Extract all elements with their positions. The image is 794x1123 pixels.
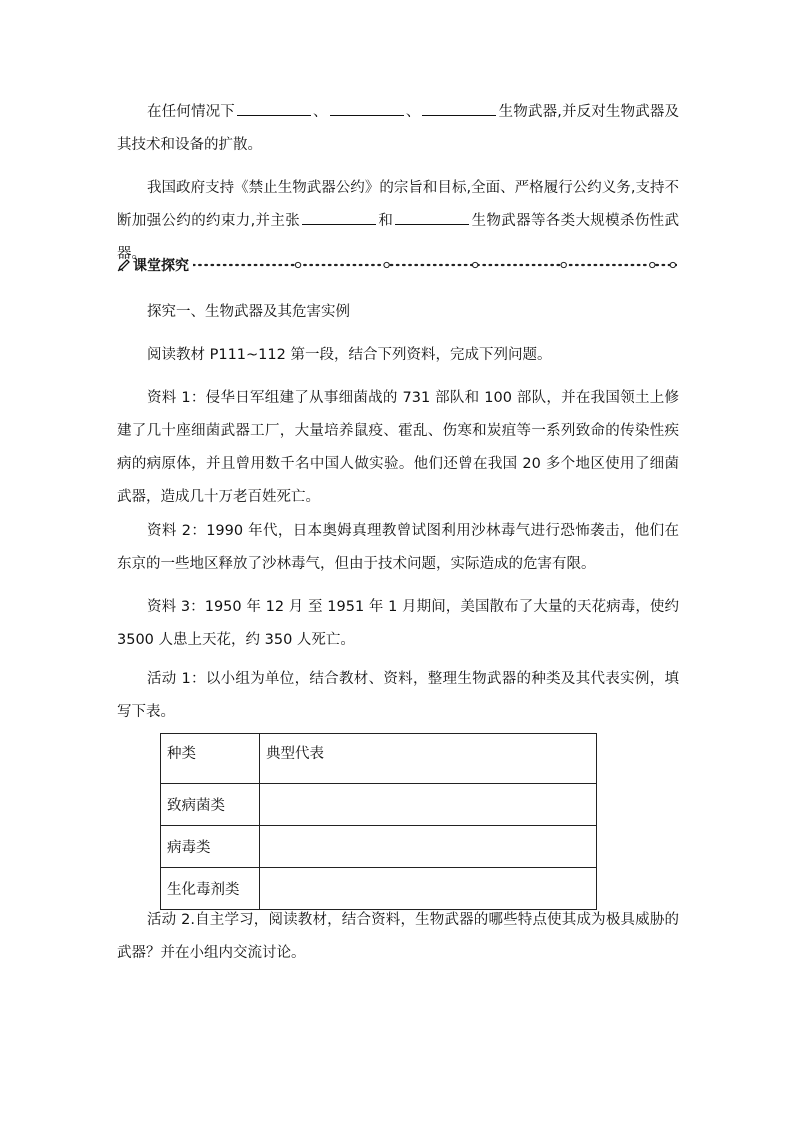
table-header-cell: 种类 bbox=[161, 734, 260, 784]
section-title: 课堂探究 bbox=[133, 258, 189, 274]
table-cell-category: 病毒类 bbox=[161, 826, 260, 868]
bioweapon-table bbox=[160, 733, 597, 910]
text-segment: 、 bbox=[405, 104, 421, 120]
table-row bbox=[161, 826, 597, 868]
pen-icon bbox=[117, 258, 131, 272]
activity-2: 活动 2.自主学习，阅读教材，结合资料，生物武器的哪些特点使其成为极具威胁的武器？并在小组内交流讨论。 bbox=[117, 912, 679, 961]
text-segment: 生物武器等各类大规模杀伤性武器。 bbox=[117, 213, 680, 262]
text-segment: 我国政府支持《禁止生物武器公约》的宗旨和目标,全面、严格履行公约义务,支持不断加强公约的约束力,并主张 bbox=[117, 180, 679, 229]
text-segment: 和 bbox=[378, 213, 394, 229]
inquiry-heading: 探究一、生物武器及其危害实例 bbox=[147, 304, 350, 320]
inquiry-instruction: 阅读教材 P111~112 第一段，结合下列资料，完成下列问题。 bbox=[147, 347, 552, 363]
fill-blank[interactable] bbox=[302, 210, 376, 225]
fill-blank[interactable] bbox=[395, 210, 469, 225]
material-1: 资料 1：侵华日军组建了从事细菌战的 731 部队和 100 部队，并在我国领土上修建了几十座细菌武器工厂，大量培养鼠疫、霍乱、伤寒和炭疽等一系列致命的传染性疾病的病原体，并且曾用数千名中国人做实验。他们还曾在我国 20 多个地区使用了细菌武器，造成几十万老百姓死亡。 bbox=[117, 390, 679, 505]
activity-1: 活动 1：以小组为单位，结合教材、资料，整理生物武器的种类及其代表实例，填写下表。 bbox=[117, 671, 679, 720]
table-row bbox=[161, 784, 597, 826]
table-cell-answer[interactable] bbox=[260, 826, 597, 868]
paragraph-principle bbox=[117, 96, 679, 162]
material-3: 资料 3：1950 年 12 月 至 1951 年 1 月期间，美国散布了大量的天花病毒，使约 3500 人患上天花，约 350 人死亡。 bbox=[117, 599, 679, 648]
table-header-cell: 典型代表 bbox=[260, 734, 597, 784]
text-segment: 在任何情况下 bbox=[147, 104, 235, 120]
material-2: 资料 2：1990 年代，日本奥姆真理教曾试图利用沙林毒气进行恐怖袭击，他们在东京的一些地区释放了沙林毒气，但由于技术问题，实际造成的危害有限。 bbox=[117, 523, 679, 572]
fill-blank[interactable] bbox=[330, 101, 404, 116]
section-header bbox=[117, 255, 677, 275]
table-header-row bbox=[161, 734, 597, 784]
dotted-divider bbox=[193, 260, 677, 270]
fill-blank[interactable] bbox=[422, 101, 496, 116]
table-cell-answer[interactable] bbox=[260, 784, 597, 826]
fill-blank[interactable] bbox=[237, 101, 311, 116]
table-cell-category: 生化毒剂类 bbox=[161, 868, 260, 910]
text-segment: 生物武器,并反对生物武器及其技术和设备的扩散。 bbox=[117, 104, 680, 153]
text-segment: 、 bbox=[312, 104, 328, 120]
table-cell-category: 致病菌类 bbox=[161, 784, 260, 826]
